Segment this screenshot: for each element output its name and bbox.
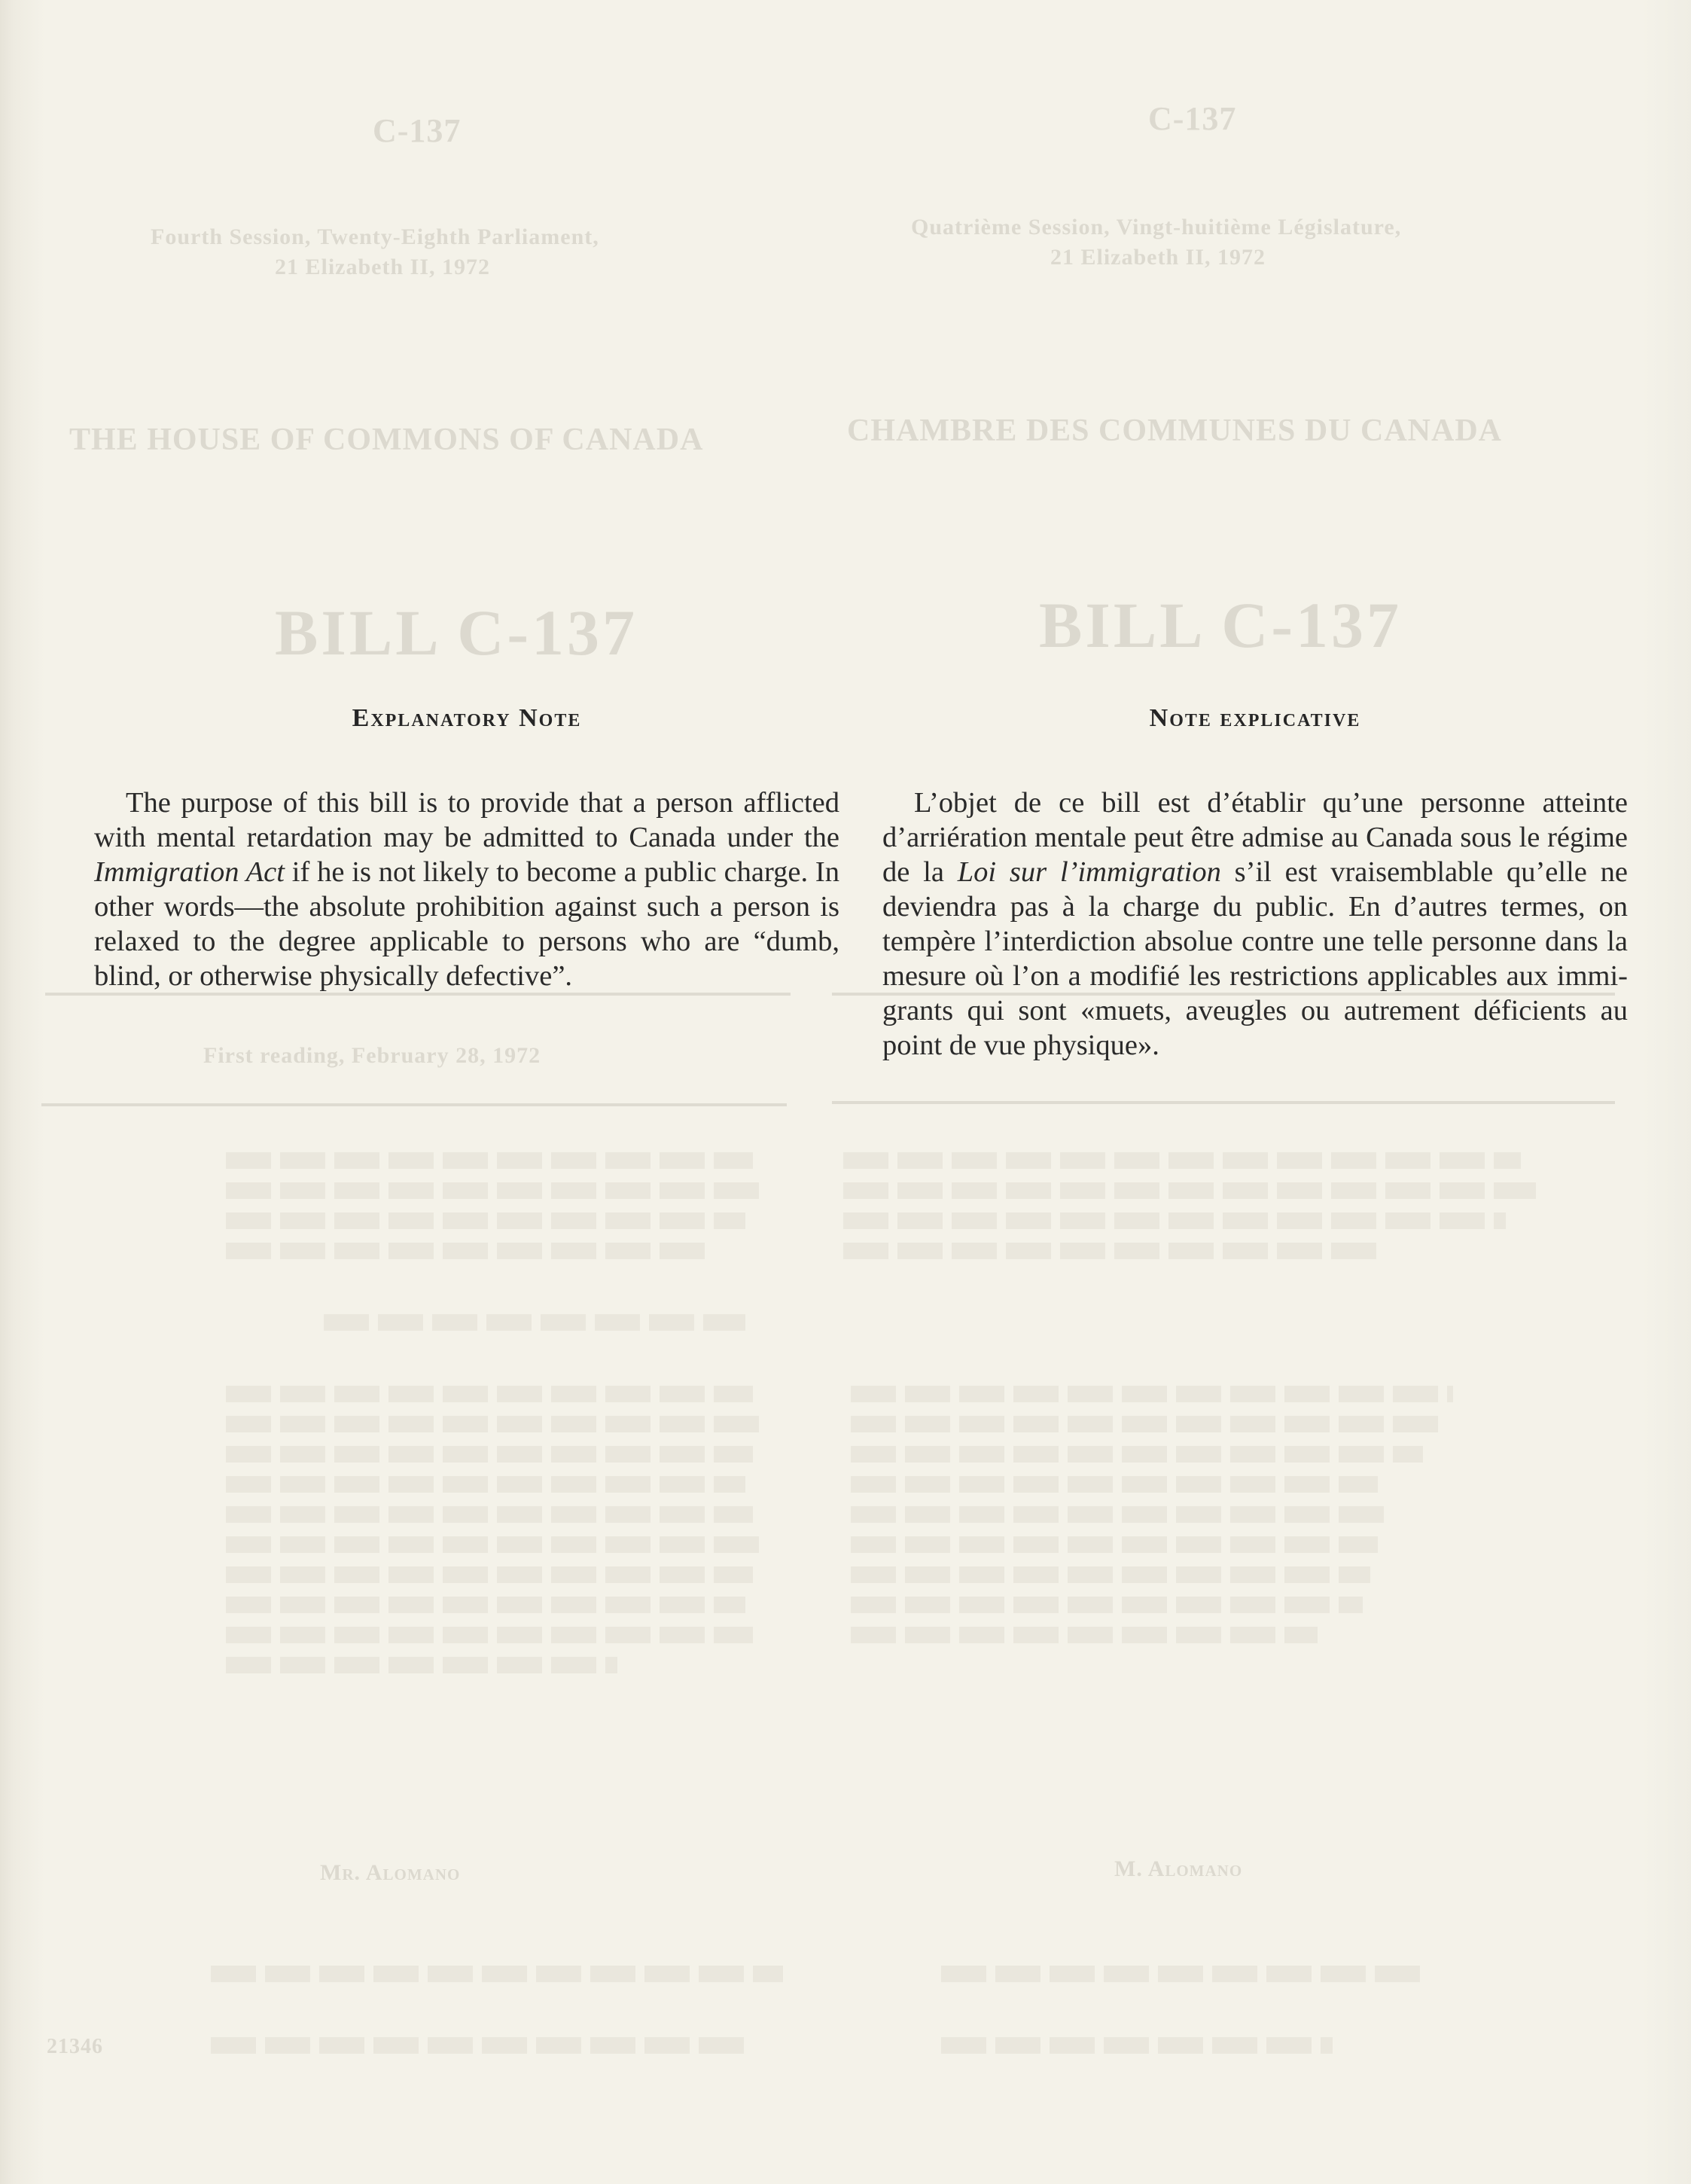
ghost-text-line	[226, 1627, 753, 1643]
ghost-text-line	[851, 1566, 1370, 1583]
ghost-text-line	[226, 1212, 745, 1229]
ghost-text-line	[843, 1152, 1521, 1169]
note-explicative-heading: Note explicative	[1149, 704, 1361, 732]
ghost-first-reading-en: First reading, February 28, 1972	[203, 1043, 541, 1068]
act-title-italic: Immigration Act	[94, 856, 285, 888]
ghost-sponsor-en: Mr. Alomano	[320, 1860, 461, 1885]
loi-title-italic: Loi sur l’immigration	[957, 856, 1221, 888]
ghost-text-line	[226, 1536, 760, 1553]
ghost-text-line	[226, 1506, 753, 1523]
ghost-text-line	[851, 1597, 1363, 1613]
ghost-bill-title-en: BILL C-137	[275, 596, 638, 669]
ghost-text-line	[226, 1243, 708, 1259]
english-explanatory-note	[94, 704, 839, 993]
ghost-bill-title-fr: BILL C-137	[1039, 589, 1403, 661]
ghost-text-line	[843, 1182, 1536, 1199]
ghost-bill-code-fr: C-137	[1148, 100, 1237, 137]
ghost-text-line	[324, 1314, 745, 1331]
ghost-text-line	[851, 1536, 1378, 1553]
ghost-session-en-line2: 21 Elizabeth II, 1972	[275, 255, 491, 279]
ghost-text-line	[211, 1966, 783, 1982]
ghost-bill-code-en: C-137	[373, 112, 462, 149]
ghost-text-line	[226, 1182, 768, 1199]
ghost-text-line	[851, 1416, 1438, 1432]
ghost-text-line	[226, 1152, 753, 1169]
explanatory-note-text: The purpose of this bill is to provide that a person afflicted with mental retardation may be admitted to Canada under the	[94, 787, 839, 853]
ghost-session-en-line1: Fourth Session, Twenty-Eighth Parliament,	[151, 224, 599, 249]
ghost-text-line	[226, 1476, 745, 1493]
ghost-print-number: 21346	[47, 2035, 103, 2058]
explanatory-note-text: if he is not likely to become a public charge. In other words—the absolute prohibition against such a person is relaxed to the degree applicable to persons who are “dumb, blind, or otherwise physically defective”.	[94, 856, 839, 992]
ghost-text-line	[226, 1657, 617, 1673]
french-note-explicative	[882, 704, 1628, 1063]
explanatory-note-body	[94, 785, 839, 993]
explanatory-note-heading: Explanatory Note	[352, 704, 582, 732]
ghost-text-line	[843, 1243, 1385, 1259]
ghost-text-line	[851, 1627, 1318, 1643]
ghost-text-line	[851, 1506, 1393, 1523]
ghost-rule-fr-lower	[832, 1101, 1615, 1104]
ghost-text-line	[941, 2037, 1333, 2054]
ghost-house-en: THE HOUSE OF COMMONS OF CANADA	[69, 422, 704, 457]
ghost-text-line	[851, 1386, 1453, 1402]
ghost-text-line	[843, 1212, 1506, 1229]
note-explicative-body	[882, 785, 1628, 1063]
ghost-text-line	[851, 1476, 1378, 1493]
ghost-house-fr: CHAMBRE DES COMMUNES DU CANADA	[847, 413, 1502, 448]
note-explicative-text: L’objet de ce bill est d’établir qu’une personne atteinte d’arriération mentale peut être admise au Canada sous le régime de la	[882, 787, 1628, 888]
ghost-session-fr-line1: Quatrième Session, Vingt-huitième Législature,	[911, 215, 1402, 239]
ghost-text-line	[226, 1386, 753, 1402]
ghost-text-line	[226, 1597, 745, 1613]
ghost-sponsor-fr: M. Alomano	[1114, 1856, 1243, 1881]
ghost-rule-en-lower	[41, 1103, 787, 1106]
ghost-text-line	[211, 2037, 753, 2054]
ghost-text-line	[226, 1566, 753, 1583]
ghost-text-line	[226, 1446, 753, 1463]
ghost-text-line	[941, 1966, 1423, 1982]
ghost-text-line	[851, 1446, 1423, 1463]
note-explicative-text: s’il est vraisemblable qu’elle ne deviendra pas à la charge du public. En d’autres termes, on tempère l’interdiction absolue contre une telle personne dans la mesure où l’on a modifié les restrictions applicables aux immigrants qui sont «muets, aveugles ou autrement déficients au point de vue physique».	[882, 856, 1629, 1061]
ghost-text-line	[226, 1416, 768, 1432]
ghost-session-fr-line2: 21 Elizabeth II, 1972	[1050, 245, 1266, 270]
